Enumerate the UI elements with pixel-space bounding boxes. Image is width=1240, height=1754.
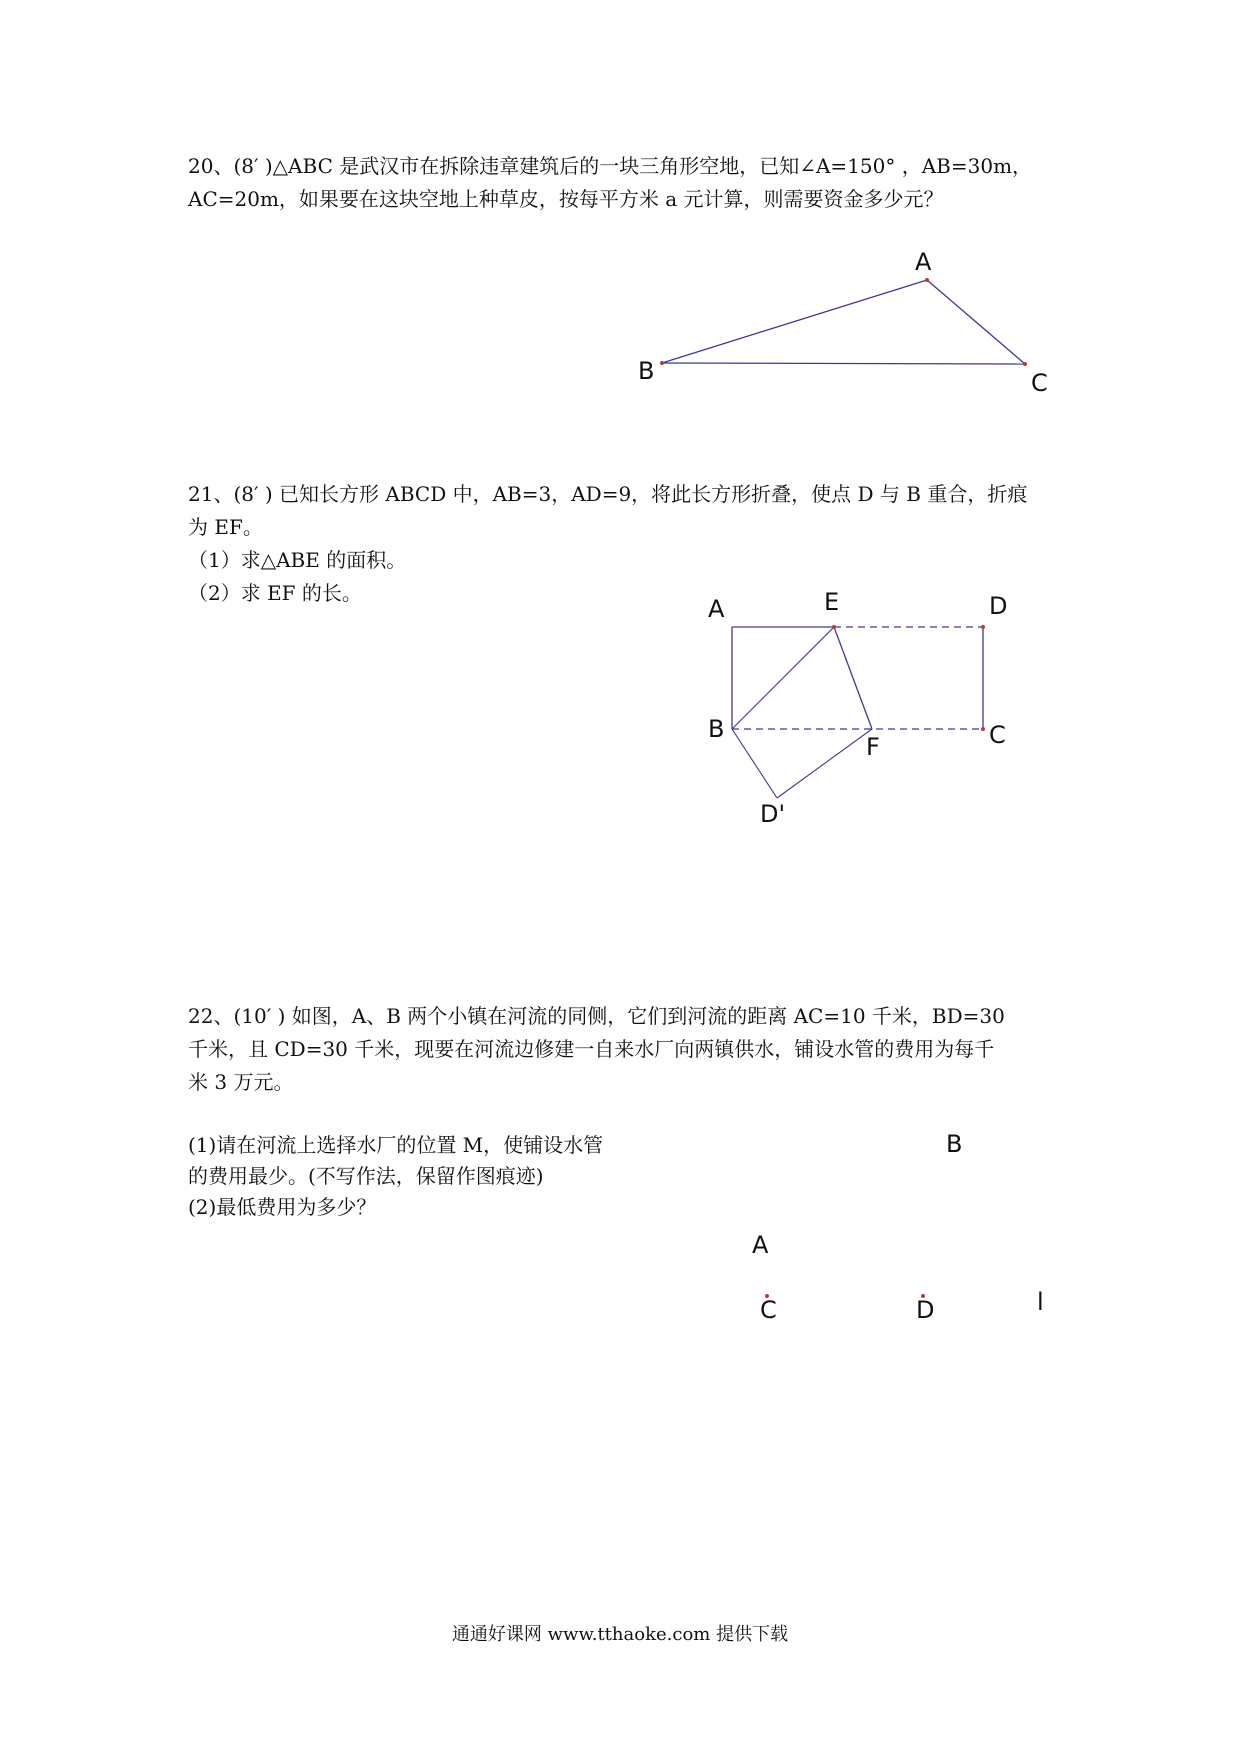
question-22-line-3: 米 3 万元。	[188, 1070, 294, 1094]
question-22-part-1-line-2: 的费用最少。(不写作法，保留作图痕迹)	[188, 1164, 544, 1188]
question-22-line-2: 千米，且 CD=30 千米，现要在河流边修建一自来水厂向两镇供水，铺设水管的费用为每千	[188, 1037, 995, 1061]
point-e	[832, 625, 836, 629]
label-e: E	[824, 588, 840, 616]
question-21-part-1: （1）求△ABE 的面积。	[188, 548, 407, 572]
segment-fd-prime	[777, 729, 872, 798]
segment-ef	[834, 627, 872, 729]
question-22-line-1: 22、(10′ ) 如图，A、B 两个小镇在河流的同侧，它们到河流的距离 AC=10 千米，BD=30	[188, 1004, 1005, 1028]
question-22-part-1-line-1: (1)请在河流上选择水厂的位置 M，使铺设水管	[188, 1133, 604, 1157]
segment-bd-prime	[732, 729, 777, 798]
river-towns-figure	[730, 1120, 1060, 1340]
triangle-abc-figure	[630, 240, 1060, 400]
question-20	[188, 150, 1058, 216]
label-a: A	[752, 1231, 769, 1259]
folded-rectangle-figure	[700, 585, 1060, 845]
point-d	[981, 625, 985, 629]
question-22	[188, 1000, 1058, 1099]
label-f: F	[866, 733, 880, 761]
question-20-line-1: 20、(8′ )△ABC 是武汉市在拆除违章建筑后的一块三角形空地，已知∠A=150° ，AB=30m，	[188, 154, 1033, 178]
label-d: D	[916, 1296, 935, 1324]
label-b: B	[946, 1130, 963, 1158]
label-c: C	[989, 721, 1006, 749]
point-a	[925, 278, 929, 282]
question-21-line-1: 21、(8′ ) 已知长方形 ABCD 中，AB=3，AD=9，将此长方形折叠，使点 D 与 B 重合，折痕	[188, 482, 1028, 506]
segment-ac	[927, 280, 1025, 364]
point-b	[660, 361, 664, 365]
question-21-line-2: 为 EF。	[188, 515, 263, 539]
label-a: A	[915, 248, 932, 276]
segment-be	[732, 627, 834, 729]
label-c: C	[760, 1296, 777, 1324]
label-b: B	[708, 715, 725, 743]
question-22-part-2: (2)最低费用为多少？	[188, 1195, 377, 1219]
segment-bc	[662, 363, 1025, 364]
label-d: D	[989, 592, 1008, 620]
point-c	[1023, 362, 1027, 366]
label-c: C	[1031, 369, 1048, 397]
point-c	[981, 727, 985, 731]
label-b: B	[638, 357, 655, 385]
question-20-line-2: AC=20m，如果要在这块空地上种草皮，按每平方米 a 元计算，则需要资金多少元？	[188, 187, 944, 211]
label-d-prime: D'	[760, 800, 786, 828]
label-a: A	[708, 595, 725, 623]
page-footer: 通通好课网 www.tthaoke.com 提供下载	[451, 1624, 789, 1645]
question-21-part-2: （2）求 EF 的长。	[188, 581, 362, 605]
label-river-l: l	[1037, 1288, 1044, 1316]
segment-ab	[662, 280, 927, 363]
